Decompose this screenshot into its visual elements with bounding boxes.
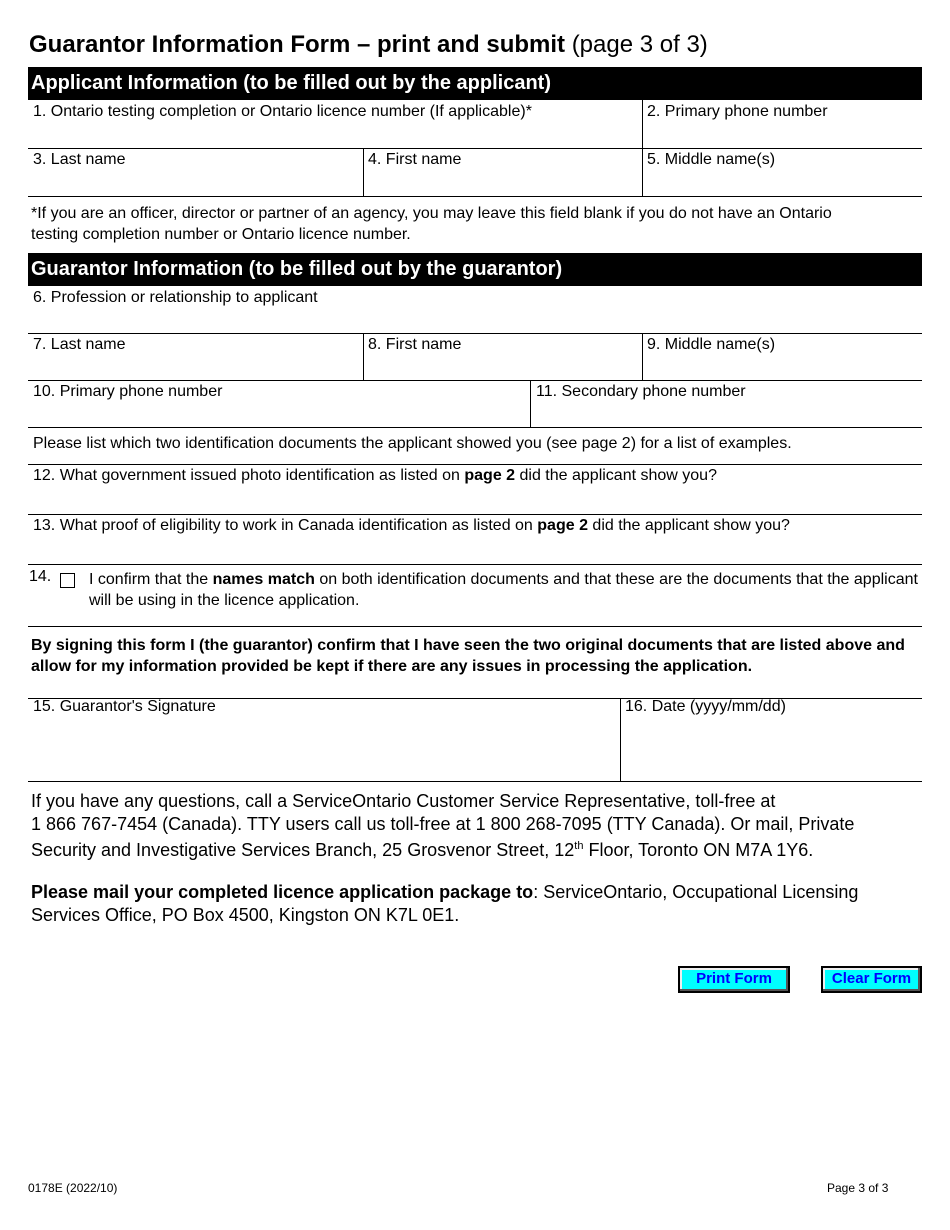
page-number: Page 3 of 3 [827, 1181, 889, 1195]
profession-relationship-label: 6. Profession or relationship to applicant [33, 289, 318, 306]
mail-line-1-rest: : ServiceOntario, Occupational Licensing [533, 882, 859, 902]
guarantor-middle-name-field[interactable] [645, 355, 923, 381]
divider [642, 100, 643, 197]
guarantor-signature-label: 15. Guarantor's Signature [33, 698, 216, 715]
names-match-checkbox[interactable] [60, 573, 75, 588]
guarantor-first-name-label: 8. First name [368, 336, 462, 353]
guarantor-middle-name-label: 9. Middle name(s) [647, 336, 776, 353]
applicant-note [31, 203, 832, 245]
documents-instruction: Please list which two identification documents the applicant showed you (see page 2) for a list of examples. [33, 435, 792, 452]
guarantor-last-name-field[interactable] [30, 355, 364, 381]
divider [530, 380, 531, 427]
confirm-number: 14. [29, 568, 52, 585]
photo-id-label [33, 467, 717, 485]
applicant-primary-phone-field[interactable] [645, 122, 923, 148]
applicant-middle-name-field[interactable] [645, 170, 923, 196]
divider [28, 564, 922, 565]
guarantor-primary-phone-field[interactable] [30, 402, 530, 428]
applicant-primary-phone-label: 2. Primary phone number [647, 103, 828, 120]
applicant-middle-name-label: 5. Middle name(s) [647, 151, 776, 168]
date-label: 16. Date (yyyy/mm/dd) [625, 698, 786, 715]
mail-line-1-bold: Please mail your completed licence application package to [31, 882, 534, 902]
page-title-main: Guarantor Information Form – print and submit [29, 31, 566, 58]
divider [642, 333, 643, 380]
divider [28, 781, 922, 782]
print-form-button[interactable]: Print Form [678, 966, 790, 993]
divider [620, 698, 621, 782]
photo-id-field[interactable] [30, 488, 922, 514]
contact-line-3-sup: th [574, 840, 584, 852]
page-title [29, 31, 708, 59]
guarantor-secondary-phone-label: 11. Secondary phone number [536, 383, 746, 400]
divider [28, 380, 922, 381]
divider [28, 148, 922, 149]
page-title-page-indicator: (page 3 of 3) [571, 31, 708, 58]
guarantor-secondary-phone-field[interactable] [533, 402, 923, 428]
contact-line-2: 1 866 767-7454 (Canada). TTY users call us toll-free at 1 800 268-7095 (TTY Canada). Or mail, Private [31, 813, 855, 834]
date-field[interactable] [623, 720, 923, 780]
ontario-licence-number-label: 1. Ontario testing completion or Ontario licence number (If applicable)* [33, 103, 532, 120]
guarantor-declaration: By signing this form I (the guarantor) confirm that I have seen the two original documents that are listed above and allow for my information provided be kept if there are any issues in processing the application. [31, 637, 905, 675]
applicant-last-name-label: 3. Last name [33, 151, 126, 168]
photo-id-label-bold: page 2 [464, 467, 516, 484]
form-code: 0178E (2022/10) [28, 1181, 118, 1195]
divider [28, 626, 922, 627]
applicant-last-name-field[interactable] [30, 170, 364, 196]
applicant-section-header: Applicant Information (to be filled out by the applicant) [28, 67, 922, 100]
divider [28, 464, 922, 465]
mail-line-2: Services Office, PO Box 4500, Kingston ON K7L 0E1. [31, 904, 460, 925]
names-match-confirmation-text [89, 569, 919, 611]
work-eligibility-id-label [33, 517, 790, 535]
mailing-instructions [31, 881, 911, 926]
applicant-first-name-label: 4. First name [368, 151, 462, 168]
divider [28, 514, 922, 515]
divider [28, 196, 922, 197]
clear-form-button[interactable]: Clear Form [821, 966, 922, 993]
contact-information [31, 790, 911, 862]
work-eligibility-id-field[interactable] [30, 538, 922, 564]
work-eligibility-id-label-bold: page 2 [537, 517, 588, 534]
mail-line-1 [31, 881, 911, 904]
guarantor-last-name-label: 7. Last name [33, 336, 126, 353]
guarantor-signature-field[interactable] [30, 720, 620, 780]
contact-line-1: If you have any questions, call a ServiceOntario Customer Service Representative, toll-free at [31, 791, 776, 811]
photo-id-label-post: did the applicant show you? [515, 467, 717, 484]
names-match-text-pre: I confirm that the [89, 571, 213, 588]
photo-id-label-pre: 12. What government issued photo identification as listed on [33, 467, 465, 484]
applicant-note-line-1: *If you are an officer, director or partner of an agency, you may leave this field blank if you do not have an Ontario [31, 205, 832, 222]
applicant-first-name-field[interactable] [366, 170, 642, 196]
ontario-licence-number-field[interactable] [30, 122, 642, 148]
guarantor-first-name-field[interactable] [366, 355, 642, 381]
divider [28, 333, 922, 334]
work-eligibility-id-label-pre: 13. What proof of eligibility to work in Canada identification as listed on [33, 517, 538, 534]
names-match-text-bold: names match [212, 571, 315, 588]
names-match-text-post: on both identification documents and that these are the documents that the applicant will be using in the licence application. [89, 571, 918, 609]
profession-relationship-field[interactable] [30, 308, 922, 334]
contact-line-3 [31, 835, 911, 862]
contact-line-3-pre: Security and Investigative Services Branch, 25 Grosvenor Street, 12 [31, 840, 575, 860]
divider [363, 333, 364, 380]
applicant-note-line-2: testing completion number or Ontario licence number. [31, 226, 411, 243]
divider [28, 427, 922, 428]
contact-line-3-post: Floor, Toronto ON M7A 1Y6. [583, 840, 814, 860]
work-eligibility-id-label-post: did the applicant show you? [587, 517, 790, 534]
guarantor-section-header: Guarantor Information (to be filled out by the guarantor) [28, 253, 922, 286]
guarantor-primary-phone-label: 10. Primary phone number [33, 383, 223, 400]
